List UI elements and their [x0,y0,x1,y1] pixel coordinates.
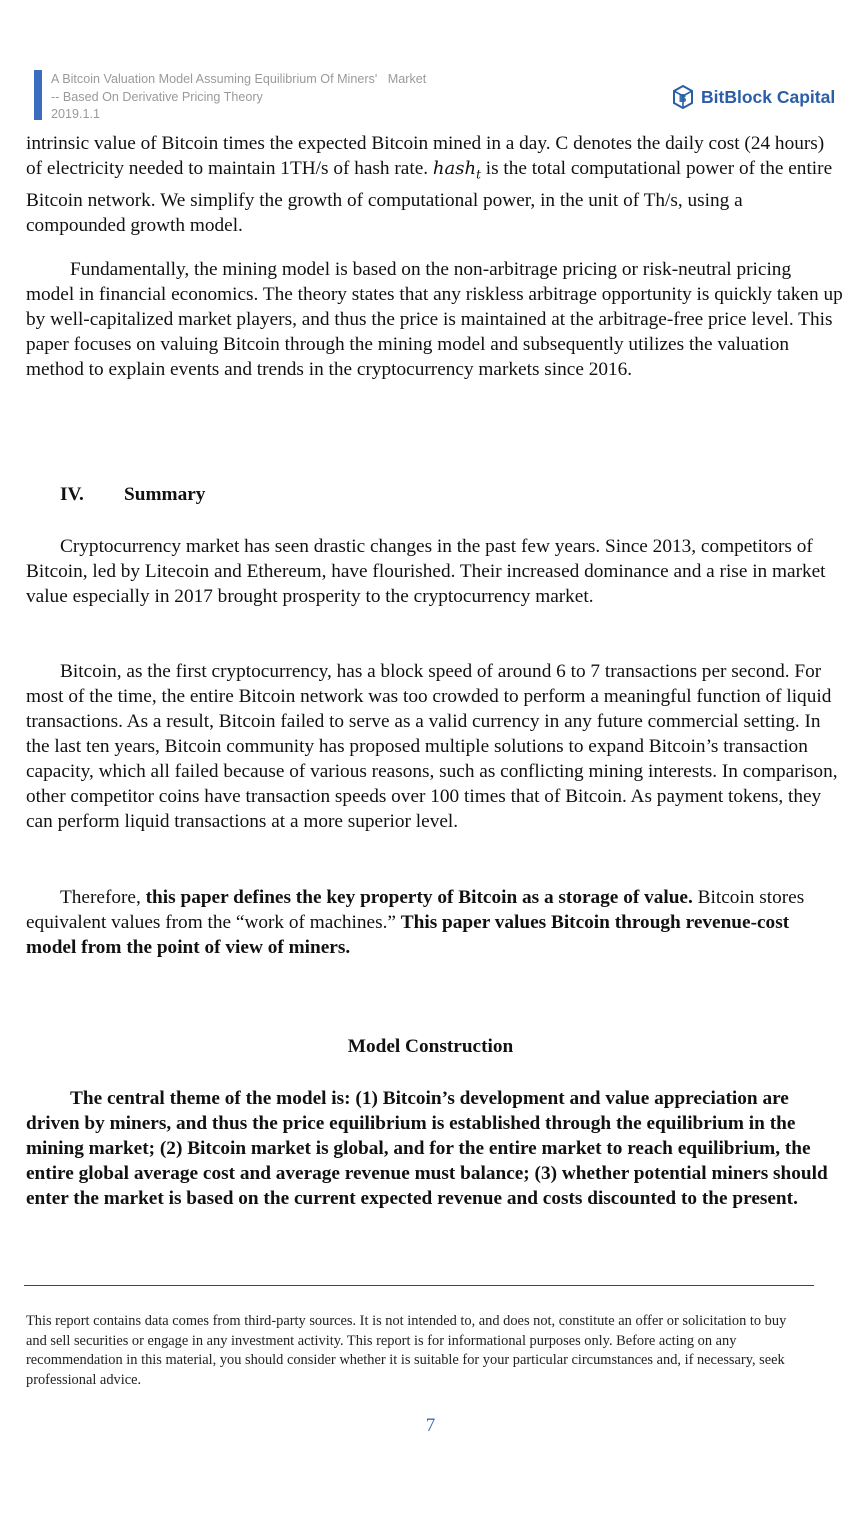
paragraph-storage-of-value [26,885,844,960]
paragraph-market-changes [26,534,844,609]
p2-text: Fundamentally, the mining model is based on the non-arbitrage pricing or risk-neutral pricing model in financial economics. The theory states that any riskless arbitrage opportunity is quickly taken up by well-capitalized market players, and thus the price is maintained at the arbitrage-free price level. This paper focuses on valuing Bitcoin through the mining model and subsequently utilizes the valuation method to explain events and trends in the cryptocurrency markets since 2016. [26,259,843,380]
header-title-line2: -- Based On Derivative Pricing Theory [51,89,263,104]
paragraph-bitcoin-speed [26,659,844,834]
paragraph-central-theme [26,1086,844,1211]
p6-text: The central theme of the model is: (1) Bitcoin’s development and value appreciation are driven by miners, and thus the price equilibrium is established through the equilibrium in the mining market; (2) Bitcoin market is global, and for the entire market to reach equilibrium, the entire global average cost and average revenue must balance; (3) whether potential miners should enter the market is based on the current expected revenue and costs discounted to the present. [26,1088,828,1209]
page-number: 7 [425,1415,436,1436]
section-title: Summary [124,484,206,505]
header-accent-bar [34,70,42,120]
logo-text: BitBlock Capital [701,86,836,107]
header-title-line1: A Bitcoin Valuation Model Assuming Equilibrium Of Miners' Market [51,72,427,86]
section-number: IV. [60,484,84,505]
p5-text-b: Bitcoin stores equivalent values from the “work of machines.” [26,887,805,933]
bitblock-logo-icon [671,85,695,109]
hash-math-symbol: hash$_t$ [432,158,481,182]
p1-text-a: intrinsic value of Bitcoin times the expected Bitcoin mined in a day. C denotes the daily cost (24 hours) of electricity needed to maintain 1TH/s of hash rate. [26,133,825,179]
paragraph-fundamentals [26,257,844,382]
p5-bold-b: This paper values Bitcoin through revenue-cost model from the point of view of miners. [26,912,790,958]
p1-text-b: is the total computational power of the entire Bitcoin network. We simplify the growth of computational power, in the unit of Th/s, using a compounded growth model. [26,158,833,236]
p3-text: Cryptocurrency market has seen drastic changes in the past few years. Since 2013, competitors of Bitcoin, led by Litecoin and Ethereum, have flourished. Their increased dominance and a rise in market value especially in 2017 brought prosperity to the cryptocurrency market. [26,536,826,607]
p5-bold-a: this paper defines the key property of Bitcoin as a storage of value. [145,887,693,908]
p4-text: Bitcoin, as the first cryptocurrency, has a block speed of around 6 to 7 transactions per second. For most of the time, the entire Bitcoin network was too crowded to perform a meaningful function of liquid transactions. As a result, Bitcoin failed to serve as a valid currency in any future commercial setting. In the last ten years, Bitcoin community has proposed multiple solutions to expand Bitcoin’s transaction capacity, which all failed because of various reasons, such as conflicting mining interests. In comparison, other competitor coins have transaction speeds over 100 times that of Bitcoin. As payment tokens, they can perform liquid transactions at a more superior level. [26,661,838,832]
running-header [51,71,426,124]
paragraph-hash-definition [26,131,844,238]
footer-divider [24,1285,814,1286]
model-construction-heading: Model Construction [347,1036,514,1057]
p5-text-a: Therefore, [60,887,146,908]
section-heading-summary [60,484,205,506]
disclaimer-text: This report contains data comes from third-party sources. It is not intended to, and does not, constitute an offer or solicitation to buy and sell securities or engage in any investment activity. This report is for informational purposes only. Before acting on any recommendation in this material, you should consider whether it is suitable for your particular circumstances and, if necessary, seek professional advice. [26,1313,787,1388]
header-date: 2019.1.1 [51,107,101,121]
company-logo [671,84,835,110]
